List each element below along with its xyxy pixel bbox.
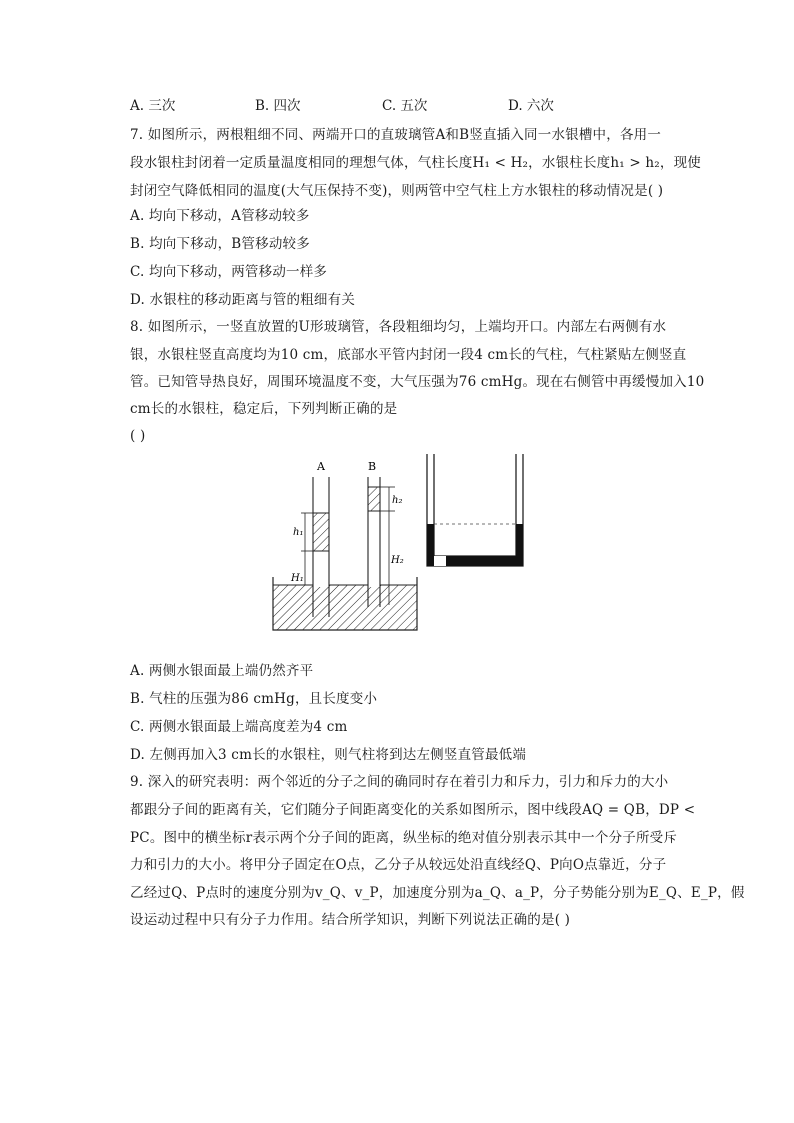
q7-option-c: C. 均向下移动，两管移动一样多 xyxy=(130,264,328,280)
q7-stem-line-1: 7. 如图所示，两根粗细不同、两端开口的直玻璃管A和B竖直插入同一水银槽中，各用一 xyxy=(130,127,662,143)
right-mercury-column xyxy=(516,524,523,566)
q9-stem-line-1: 9. 深入的研究表明：两个邻近的分子之间的确同时存在着引力和斥力，引力和斥力的大小 xyxy=(130,774,669,790)
q7-option-b: B. 均向下移动，B管移动较多 xyxy=(130,236,310,252)
q7-option-d: D. 水银柱的移动距离与管的粗细有关 xyxy=(130,292,356,308)
q7-stem-line-3: 封闭空气降低相同的温度(大气压保持不变)，则两管中空气柱上方水银柱的移动情况是( ) xyxy=(130,183,664,199)
q8-option-a: A. 两侧水银面最上端仍然齐平 xyxy=(130,663,314,679)
q9-stem-line-6: 设运动过程中只有分子力作用。结合所学知识，判断下列说法正确的是( ) xyxy=(130,912,571,928)
u-tube-outer-wall xyxy=(427,454,523,566)
trapped-air-column xyxy=(434,556,446,566)
figure-u-tube xyxy=(425,452,525,568)
trough-mercury xyxy=(273,585,417,630)
q9-stem-line-3: PC。图中的横坐标r表示两个分子间的距离，纵坐标的绝对值分别表示其中一个分子所受斥 xyxy=(130,830,678,846)
tube-a-mercury-column xyxy=(313,513,329,551)
u-tube-inner-wall xyxy=(434,454,516,556)
bottom-mercury xyxy=(446,556,523,566)
tube-b-mercury-column xyxy=(368,487,380,511)
q8-stem-line-2: 银，水银柱竖直高度均为10 cm，底部水平管内封闭一段4 cm长的气柱，气柱紧贴左侧竖直 xyxy=(130,347,687,363)
q6-option-c: C. 五次 xyxy=(382,98,428,114)
label-h1: h₁ xyxy=(293,527,304,538)
q6-option-a: A. 三次 xyxy=(130,98,176,114)
q9-stem-line-2: 都跟分子间的距离有关，它们随分子间距离变化的关系如图所示，图中线段AQ = QB，DP < xyxy=(130,802,696,818)
q6-option-d: D. 六次 xyxy=(508,98,554,114)
label-tube-b: B xyxy=(368,460,377,473)
q6-option-b: B. 四次 xyxy=(255,98,301,114)
label-tube-a: A xyxy=(317,460,325,473)
left-mercury-column xyxy=(427,524,434,566)
q8-option-c: C. 两侧水银面最上端高度差为4 cm xyxy=(130,719,348,735)
q9-stem-line-4: 力和引力的大小。将甲分子固定在O点，乙分子从较远处沿直线经Q、P向O点靠近，分子 xyxy=(130,857,667,873)
label-H1: H₁ xyxy=(291,573,304,584)
q7-stem-line-2: 段水银柱封闭着一定质量温度相同的理想气体，气柱长度H₁ < H₂，水银柱长度h₁ > h₂，现使 xyxy=(130,155,701,171)
label-h2: h₂ xyxy=(392,495,403,506)
q8-stem-line-1: 8. 如图所示，一竖直放置的U形玻璃管，各段粗细均匀，上端均开口。内部左右两侧有水 xyxy=(130,319,667,335)
q8-stem-line-3: 管。已知管导热良好，周围环境温度不变，大气压强为76 cmHg。现在右侧管中再缓慢加入10 xyxy=(130,374,705,390)
q8-stem-line-4: cm长的水银柱，稳定后，下列判断正确的是 xyxy=(130,401,398,417)
q8-answer-bracket: ( ) xyxy=(130,428,146,444)
q7-option-a: A. 均向下移动，A管移动较多 xyxy=(130,208,310,224)
q9-stem-line-5: 乙经过Q、P点时的速度分别为v_Q、v_P，加速度分别为a_Q、a_P，分子势能分别为E_Q、E_P，假 xyxy=(130,885,745,901)
q8-option-b: B. 气柱的压强为86 cmHg，且长度变小 xyxy=(130,691,378,707)
label-H2: H₂ xyxy=(391,555,404,566)
figure-tubes-in-mercury-trough xyxy=(265,455,425,635)
q8-option-d: D. 左侧再加入3 cm长的水银柱，则气柱将到达左侧竖直管最低端 xyxy=(130,747,527,763)
